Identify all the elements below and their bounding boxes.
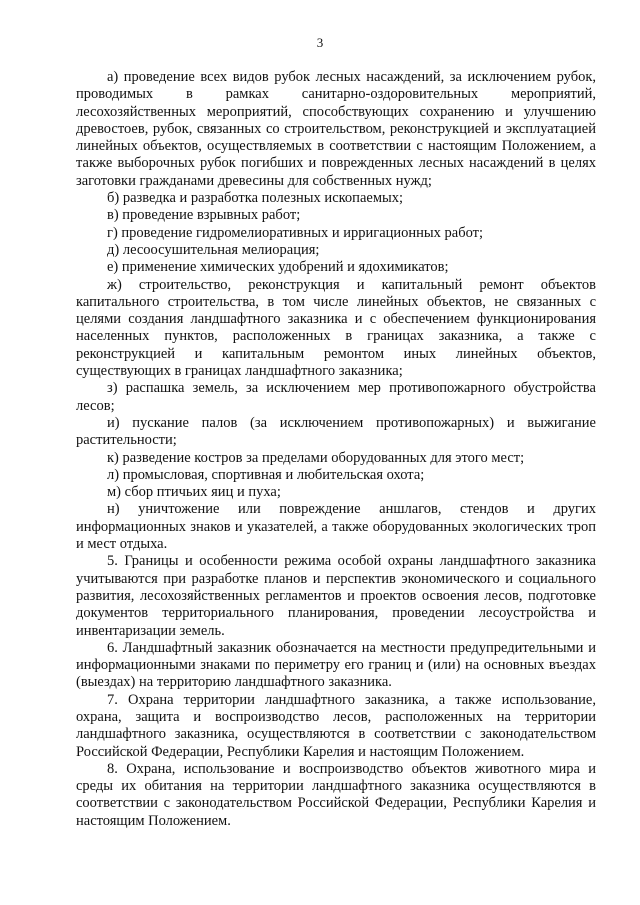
paragraph-7: 7. Охрана территории ландшафтного заказника, а также использование, охрана, защита и воспроизводство лесов, расположенных на территории ландшафтного заказника, осуществляются в соответствии с законодательством Российской Федерации, Республики Карелия и настоящим Положением. [76, 691, 596, 760]
paragraph-g: г) проведение гидромелиоративных и ирригационных работ; [107, 224, 484, 241]
paragraph-8: 8. Охрана, использование и воспроизводство объектов животного мира и среды их обитания на территории ландшафтного заказника осуществляются в соответствии с законодательством Российской Федерации, Республики Карелия и настоящим Положением. [76, 760, 596, 829]
paragraph-6: 6. Ландшафтный заказник обозначается на местности предупредительными и информационными знаками по периметру его границ и (или) на основных въездах (выездах) на территорию ландшафтного заказника. [76, 639, 596, 691]
paragraph-l: л) промысловая, спортивная и любительская охота; [107, 466, 425, 483]
paragraph-v: в) проведение взрывных работ; [107, 207, 301, 224]
paragraph-b: б) разведка и разработка полезных ископаемых; [107, 190, 404, 207]
paragraph-a: а) проведение всех видов рубок лесных насаждений, за исключением рубок, проводимых в рамках санитарно-оздоровительных мероприятий, лесохозяйственных мероприятий, способствующих сохранению и улучшению древостоев, рубок, связанных со строительством, реконструкцией и эксплуатацией линейных объектов, осуществляемых в соответствии с настоящим Положением, а также выборочных рубок погибших и поврежденных лесных насаждений в целях заготовки гражданами древесины для собственных нужд; [76, 69, 596, 189]
paragraph-d: д) лесоосушительная мелиорация; [107, 241, 320, 258]
page-number: 3 [316, 35, 324, 50]
paragraph-e: е) применение химических удобрений и ядохимикатов; [107, 259, 449, 276]
document-body [76, 69, 596, 830]
paragraph-n: н) уничтожение или повреждение аншлагов, стендов и других информационных знаков и указателей, а также оборудованных экологических троп и мест отдыха. [76, 501, 596, 553]
paragraph-m: м) сбор птичьих яиц и пуха; [107, 484, 281, 501]
paragraph-i: и) пускание палов (за исключением противопожарных) и выжигание растительности; [76, 414, 596, 449]
paragraph-5: 5. Границы и особенности режима особой охраны ландшафтного заказника учитываются при разработке планов и перспектив экономического и социального развития, лесохозяйственных регламентов и проектов освоения лесов, подготовке документов территориального планирования, проведении лесоустройства и инвентаризации земель. [76, 553, 596, 639]
paragraph-k: к) разведение костров за пределами оборудованных для этого мест; [107, 449, 525, 466]
paragraph-z: з) распашка земель, за исключением мер противопожарного обустройства лесов; [76, 380, 596, 414]
paragraph-zh: ж) строительство, реконструкция и капитальный ремонт объектов капитального строительства, в том числе линейных объектов, не связанных с целями создания ландшафтного заказника и с обеспечением функционирования населенных пунктов, расположенных в границах заказника, а также с реконструкцией и капитальным ремонтом иных линейных объектов, существующих в границах ландшафтного заказника; [76, 276, 596, 380]
